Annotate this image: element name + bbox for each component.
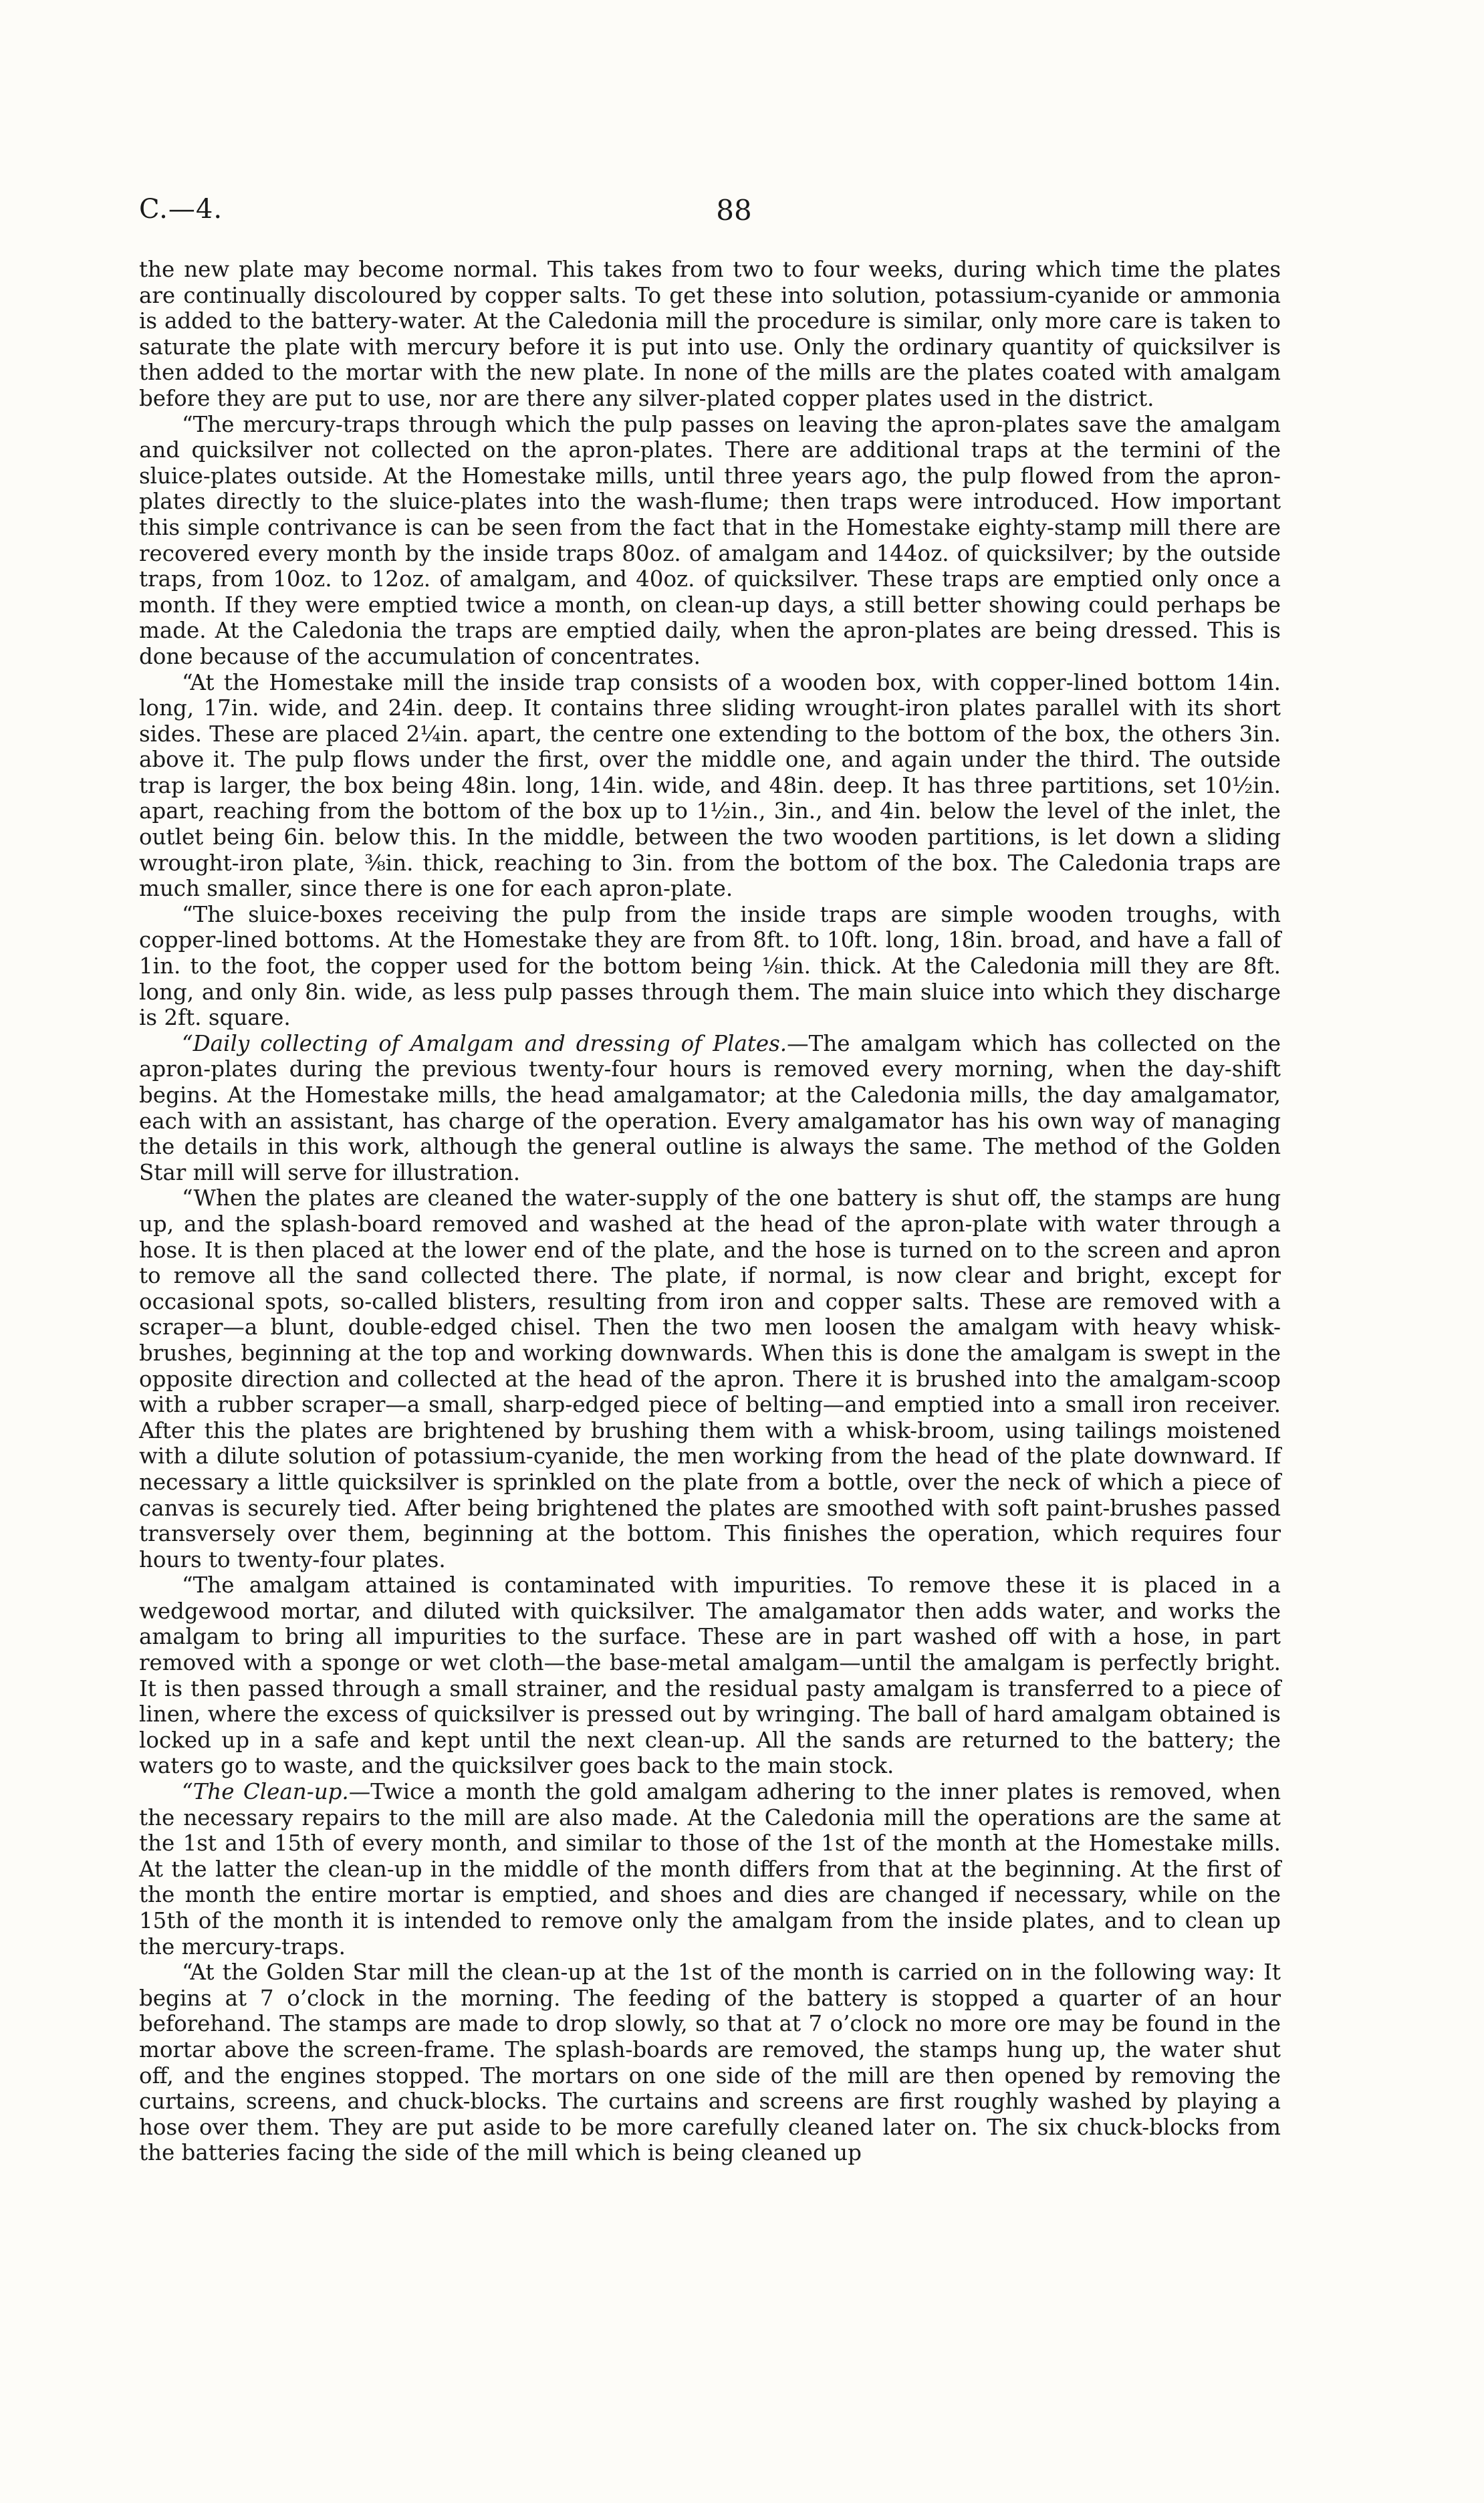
- section-heading: “Daily collecting of Amalgam and dressing of Plates.: [182, 1030, 787, 1056]
- paragraph: [139, 1779, 1281, 1959]
- running-header: [139, 194, 1329, 234]
- paragraph: “When the plates are cleaned the water-supply of the one battery is shut off, the stamps are hung up, and the splash-board removed and washed at the head of the apron-plate with water through a hose. It is then placed at the lower end of the plate, and the hose is turned on to the screen and apron to remove all the sand collected there. The plate, if normal, is now clear and bright, except for occasional spots, so-called blisters, resulting from iron and copper salts. These are removed with a scraper—a blunt, double-edged chisel. Then the two men loosen the amalgam with heavy whisk-brushes, beginning at the top and working downwards. When this is done the amalgam is swept in the opposite direction and collected at the head of the apron. There it is brushed into the amalgam-scoop with a rubber scraper—a small, sharp-edged piece of belting—and emptied into a small iron receiver. After this the plates are brightened by brushing them with a whisk-broom, using tailings moistened with a dilute solution of potassium-cyanide, the men working from the head of the plate downward. If necessary a little quicksilver is sprinkled on the plate from a bottle, over the neck of which a piece of canvas is securely tied. After being brightened the plates are smoothed with soft paint-brushes passed transversely over them, beginning at the bottom. This finishes the operation, which requires four hours to twenty-four plates.: [139, 1185, 1281, 1572]
- paragraph: “At the Golden Star mill the clean-up at the 1st of the month is carried on in the following way: It begins at 7 o’clock in the morning. The feeding of the battery is stopped a quarter of an hour beforehand. The stamps are made to drop slowly, so that at 7 o’clock no more ore may be found in the mortar above the screen-frame. The splash-boards are removed, the stamps hung up, the water shut off, and the engines stopped. The mortars on one side of the mill are then opened by removing the curtains, screens, and chuck-blocks. The curtains and screens are first roughly washed by playing a hose over them. They are put aside to be more carefully cleaned later on. The six chuck-blocks from the batteries facing the side of the mill which is being cleaned up: [139, 1959, 1281, 2166]
- paragraph: “The amalgam attained is contaminated with impurities. To remove these it is placed in a wedgewood mortar, and diluted with quicksilver. The amalgamator then adds water, and works the amalgam to bring all impurities to the surface. These are in part washed off with a hose, in part removed with a sponge or wet cloth—the base-metal amalgam—until the amalgam is perfectly bright. It is then passed through a small strainer, and the residual pasty amalgam is transferred to a piece of linen, where the excess of quicksilver is pressed out by wringing. The ball of hard amalgam obtained is locked up in a safe and kept until the next clean-up. All the sands are returned to the battery; the waters go to waste, and the quicksilver goes back to the main stock.: [139, 1572, 1281, 1779]
- paragraph-text: —Twice a month the gold amalgam adhering to the inner plates is removed, when the necessary repairs to the mill are also made. At the Caledonia mill the operations are the same at the 1st and 15th of every month, and similar to those of the 1st of the month at the Homestake mills. At the latter the clean-up in the middle of the month differs from that at the beginning. At the first of the month the entire mortar is emptied, and shoes and dies are changed if necessary, while on the 15th of the month it is intended to remove only the amalgam from the inside plates, and to clean up the mercury-traps.: [139, 1779, 1281, 1959]
- paragraph: [139, 1031, 1281, 1186]
- body-text: [139, 257, 1281, 2166]
- section-heading: “The Clean-up.: [182, 1779, 349, 1805]
- paragraph-text: —The amalgam which has collected on the apron-plates during the previous twenty-four hours is removed every morning, when the day-shift begins. At the Homestake mills, the head amalgamator; at the Caledonia mills, the day amalgamator, each with an assistant, has charge of the operation. Every amalgamator has his own way of managing the details in this work, although the general outline is always the same. The method of the Golden Star mill will serve for illustration.: [139, 1030, 1281, 1185]
- paragraph: “At the Homestake mill the inside trap consists of a wooden box, with copper-lined bottom 14in. long, 17in. wide, and 24in. deep. It contains three sliding wrought-iron plates parallel with its short sides. These are placed 2¼in. apart, the centre one extending to the bottom of the box, the others 3in. above it. The pulp flows under the first, over the middle one, and again under the third. The outside trap is larger, the box being 48in. long, 14in. wide, and 48in. deep. It has three partitions, set 10½in. apart, reaching from the bottom of the box up to 1½in., 3in., and 4in. below the level of the inlet, the outlet being 6in. below this. In the middle, between the two wooden partitions, is let down a sliding wrought-iron plate, ⅜in. thick, reaching to 3in. from the bottom of the box. The Caledonia traps are much smaller, since there is one for each apron-plate.: [139, 669, 1281, 902]
- page-number: 88: [716, 194, 752, 227]
- document-reference: C.—4.: [139, 194, 223, 225]
- paragraph: “The mercury-traps through which the pulp passes on leaving the apron-plates save the amalgam and quicksilver not collected on the apron-plates. There are additional traps at the termini of the sluice-plates outside. At the Homestake mills, until three years ago, the pulp flowed from the apron-plates directly to the sluice-plates into the wash-flume; then traps were introduced. How important this simple contrivance is can be seen from the fact that in the Homestake eighty-stamp mill there are recovered every month by the inside traps 80oz. of amalgam and 144oz. of quicksilver; by the outside traps, from 10oz. to 12oz. of amalgam, and 40oz. of quicksilver. These traps are emptied only once a month. If they were emptied twice a month, on clean-up days, a still better showing could perhaps be made. At the Caledonia the traps are emptied daily, when the apron-plates are being dressed. This is done because of the accumulation of concentrates.: [139, 411, 1281, 669]
- paragraph: “The sluice-boxes receiving the pulp from the inside traps are simple wooden troughs, with copper-lined bottoms. At the Homestake they are from 8ft. to 10ft. long, 18in. broad, and have a fall of 1in. to the foot, the copper used for the bottom being ⅛in. thick. At the Caledonia mill they are 8ft. long, and only 8in. wide, as less pulp passes through them. The main sluice into which they discharge is 2ft. square.: [139, 901, 1281, 1031]
- paragraph: the new plate may become normal. This takes from two to four weeks, during which time the plates are continually discoloured by copper salts. To get these into solution, potassium-cyanide or ammonia is added to the battery-water. At the Caledonia mill the procedure is similar, only more care is taken to saturate the plate with mercury before it is put into use. Only the ordinary quantity of quicksilver is then added to the mortar with the new plate. In none of the mills are the plates coated with amalgam before they are put to use, nor are there any silver-plated copper plates used in the district.: [139, 257, 1281, 411]
